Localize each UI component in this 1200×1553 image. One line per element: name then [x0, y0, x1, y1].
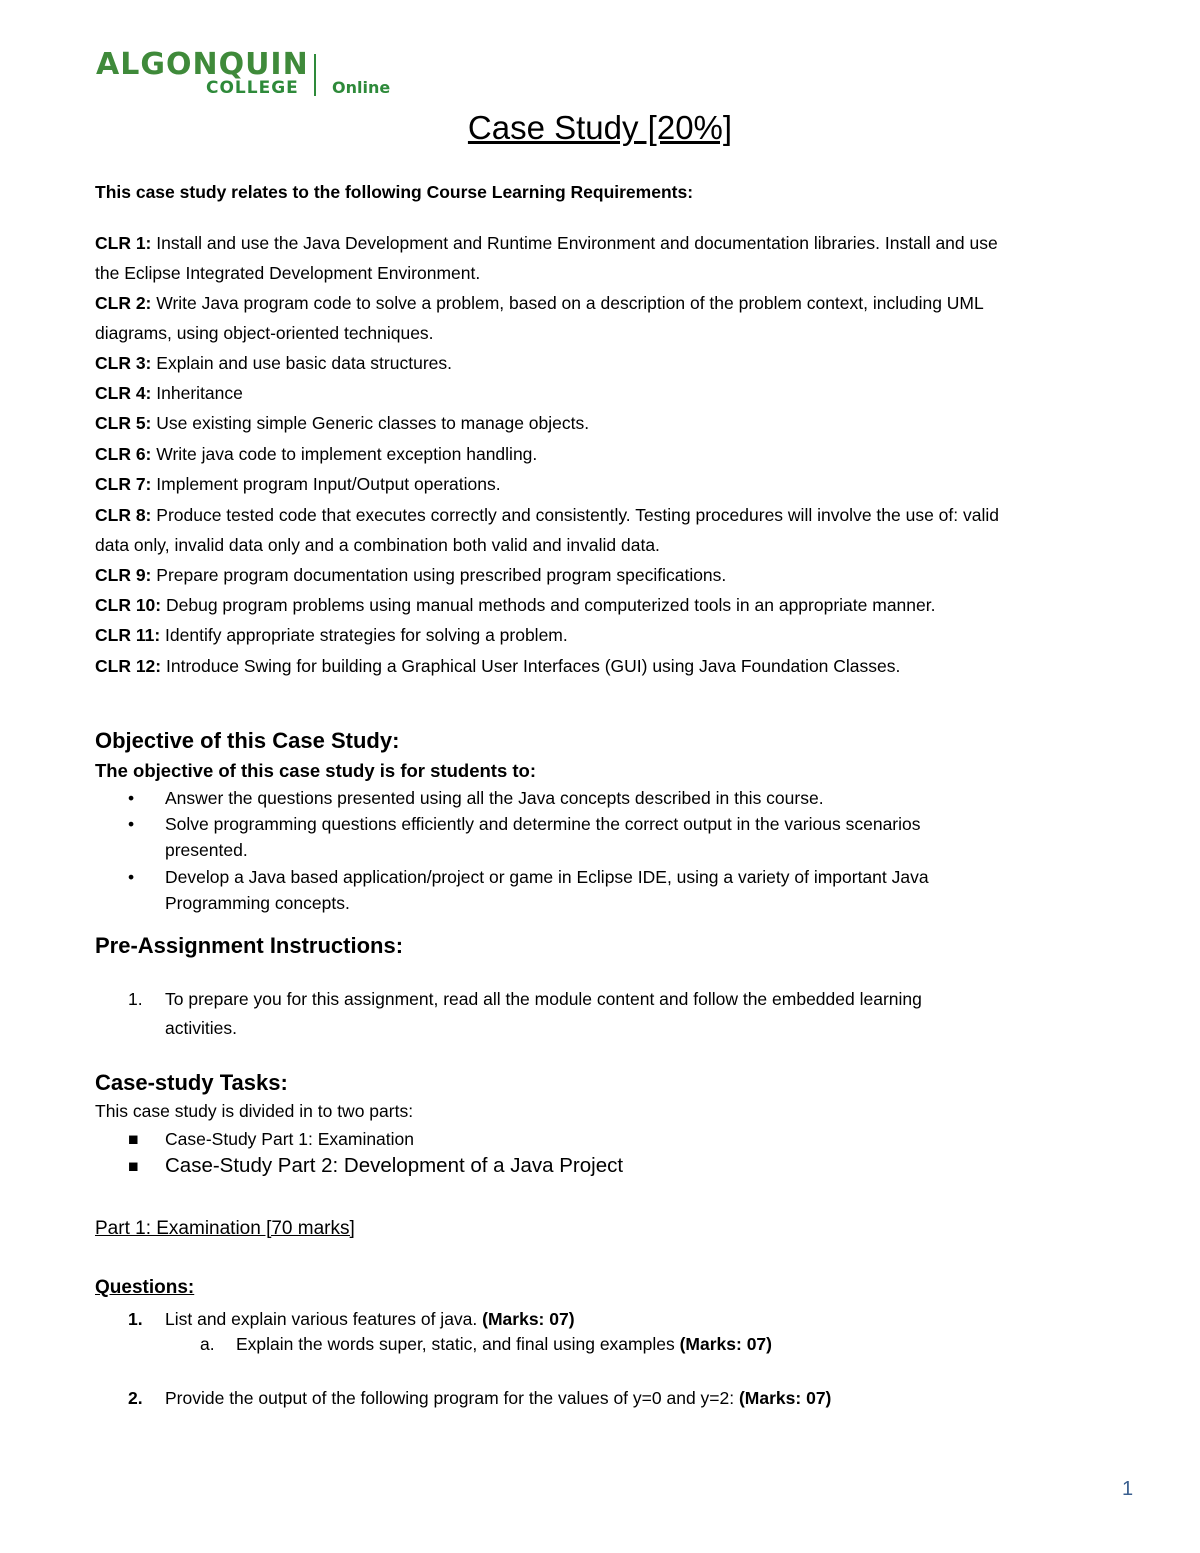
algonquin-college-online-logo [96, 48, 396, 100]
objective-subheading: The objective of this case study is for students to: [95, 760, 536, 781]
objective-heading: Objective of this Case Study: [95, 728, 400, 753]
clr-label: CLR 7: [95, 474, 152, 494]
clr-text: Inheritance [156, 383, 243, 403]
clr-text: Explain and use basic data structures. [156, 353, 452, 373]
logo-college-text: COLLEGE [206, 78, 299, 98]
item-text: To prepare you for this assignment, read all the module content and follow the embedded learning [165, 989, 922, 1009]
question-text: Explain the words super, static, and final using examples [236, 1334, 675, 1354]
bullet-icon: • [128, 867, 135, 887]
clr-label: CLR 6: [95, 444, 152, 464]
page-number: 1 [1122, 1478, 1134, 1500]
logo-online-text: Online [332, 78, 391, 97]
clr-item-10 [95, 590, 935, 620]
clr-text: Introduce Swing for building a Graphical User Interfaces (GUI) using Java Foundation Classes. [166, 656, 901, 676]
clr-item-4 [95, 378, 243, 408]
question-marks: (Marks: 07) [482, 1309, 575, 1329]
clr-item-6 [95, 439, 537, 469]
tasks-heading: Case-study Tasks: [95, 1070, 288, 1095]
questions-heading: Questions: [95, 1277, 195, 1298]
clr-text: Prepare program documentation using prescribed program specifications. [156, 565, 727, 585]
clr-text: Write Java program code to solve a problem, based on a description of the problem context, including UML [156, 293, 984, 313]
clr-item-12 [95, 651, 900, 681]
clr-label: CLR 5: [95, 413, 152, 433]
bullet-icon: • [128, 788, 135, 808]
bullet-icon: ■ [128, 1129, 139, 1149]
clr-text: Use existing simple Generic classes to manage objects. [156, 413, 590, 433]
clr-text: Install and use the Java Development and Runtime Environment and documentation libraries. Install and use [156, 233, 998, 253]
clr-item-9 [95, 560, 726, 590]
clr-label: CLR 9: [95, 565, 152, 585]
question-number: 2. [128, 1388, 143, 1408]
clr-item-3 [95, 348, 452, 378]
item-number: 1. [128, 989, 143, 1009]
bullet-text: presented. [165, 840, 248, 860]
part1-heading: Part 1: Examination [70 marks] [95, 1218, 355, 1239]
clr-text: Implement program Input/Output operations. [156, 474, 501, 494]
logo-divider [314, 54, 316, 96]
clr-item-11 [95, 620, 568, 650]
bullet-text: Case-Study Part 1: Examination [165, 1129, 415, 1149]
clr-label: CLR 3: [95, 353, 152, 373]
clr-item-5 [95, 408, 589, 438]
bullet-icon: • [128, 814, 135, 834]
pre-assignment-heading: Pre-Assignment Instructions: [95, 933, 404, 958]
tasks-intro: This case study is divided in to two parts: [95, 1101, 414, 1121]
clr-item-2-continued: diagrams, using object-oriented techniques. [95, 323, 434, 343]
clr-label: CLR 8: [95, 505, 152, 525]
clr-label: CLR 4: [95, 383, 152, 403]
question-number: 1. [128, 1309, 143, 1329]
bullet-text: Case-Study Part 2: Development of a Java Project [165, 1154, 624, 1177]
clr-text: Identify appropriate strategies for solving a problem. [165, 625, 568, 645]
clr-item-1 [95, 228, 998, 258]
clr-item-2 [95, 288, 984, 318]
clr-label: CLR 12: [95, 656, 162, 676]
bullet-text: Programming concepts. [165, 893, 350, 913]
bullet-text: Solve programming questions efficiently and determine the correct output in the various scenarios [165, 814, 921, 834]
clr-item-8-continued: data only, invalid data only and a combination both valid and invalid data. [95, 535, 660, 555]
bullet-text: Develop a Java based application/project or game in Eclipse IDE, using a variety of important Java [165, 867, 929, 887]
clr-item-1-continued: the Eclipse Integrated Development Environment. [95, 263, 481, 283]
question-text: List and explain various features of java. [165, 1309, 478, 1329]
clr-label: CLR 2: [95, 293, 152, 313]
clr-label: CLR 11: [95, 625, 161, 645]
question-body [236, 1330, 772, 1359]
question-text: Provide the output of the following program for the values of y=0 and y=2: [165, 1388, 735, 1408]
clr-text: Write java code to implement exception handling. [156, 444, 538, 464]
clr-label: CLR 1: [95, 233, 152, 253]
question-marks: (Marks: 07) [738, 1388, 832, 1408]
clr-text: Debug program problems using manual methods and computerized tools in an appropriate manner. [166, 595, 936, 615]
clr-intro: This case study relates to the following Course Learning Requirements: [95, 182, 694, 202]
clr-item-7 [95, 469, 501, 499]
page-title: Case Study [20%] [467, 109, 733, 146]
question-marks: (Marks: 07) [679, 1334, 772, 1354]
clr-item-8 [95, 500, 999, 530]
clr-text: Produce tested code that executes correctly and consistently. Testing procedures will involve the use of: valid [156, 505, 999, 525]
bullet-text: Answer the questions presented using all the Java concepts described in this course. [165, 788, 824, 808]
question-number: a. [200, 1334, 215, 1354]
logo-wordmark: ALGONQUIN [96, 47, 309, 82]
clr-label: CLR 10: [95, 595, 162, 615]
item-text: activities. [165, 1018, 237, 1038]
question-body [165, 1384, 831, 1413]
bullet-icon: ■ [128, 1156, 139, 1176]
